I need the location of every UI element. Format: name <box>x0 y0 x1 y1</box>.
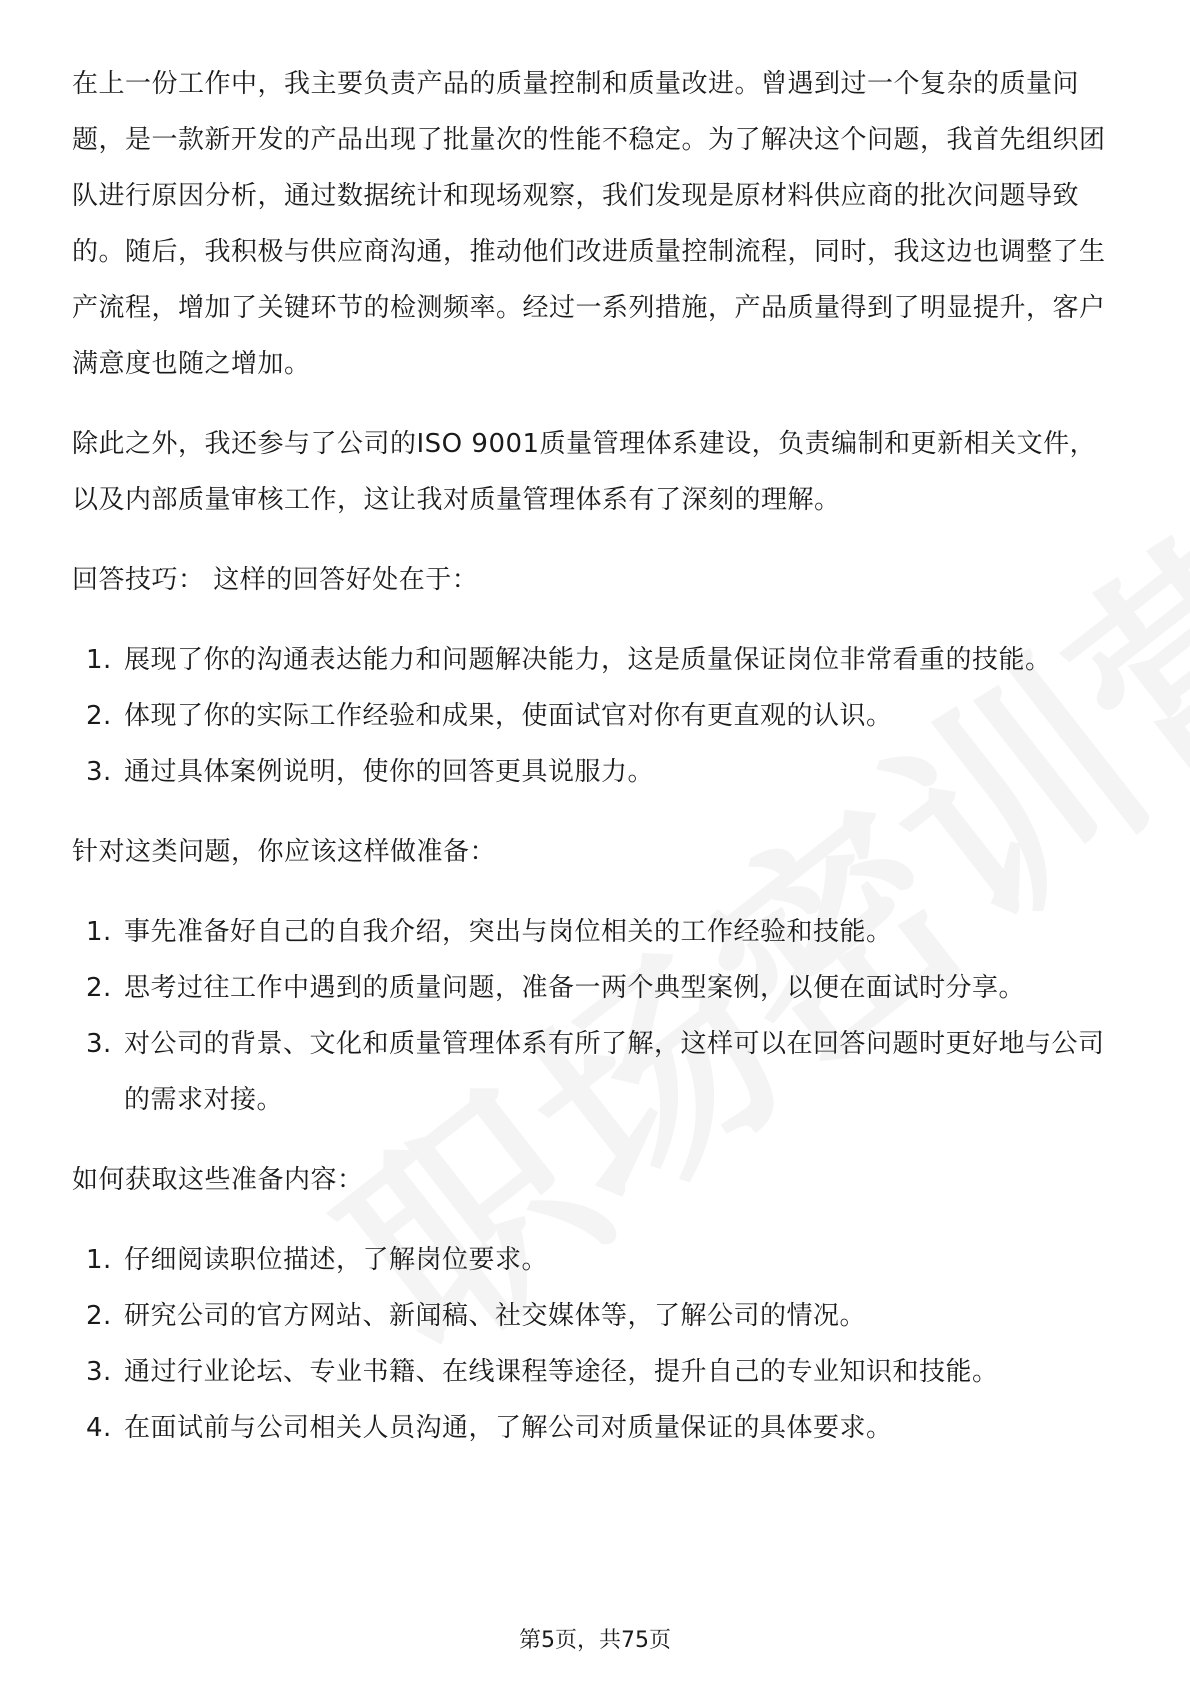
list-number: 3. <box>86 1357 112 1387</box>
list-item-text: 通过具体案例说明，使你的回答更具说服力。 <box>124 757 655 787</box>
list-item <box>72 1400 1122 1456</box>
heading-tips: 回答技巧： 这样的回答好处在于： <box>72 565 479 595</box>
page-content <box>72 56 1122 1480</box>
list-tips <box>72 632 1122 800</box>
list-item <box>72 1288 1122 1344</box>
list-number: 1. <box>86 645 112 675</box>
list-number: 2. <box>86 701 112 731</box>
list-item-text: 展现了你的沟通表达能力和问题解决能力，这是质量保证岗位非常看重的技能。 <box>124 645 1052 675</box>
list-number: 2. <box>86 1301 112 1331</box>
list-item-text: 研究公司的官方网站、新闻稿、社交媒体等，了解公司的情况。 <box>124 1301 867 1331</box>
list-item-text: 体现了你的实际工作经验和成果，使面试官对你有更直观的认识。 <box>124 701 893 731</box>
paragraph-iso: 除此之外，我还参与了公司的ISO 9001质量管理体系建设，负责编制和更新相关文件，以及内部质量审核工作，这让我对质量管理体系有了深刻的理解。 <box>72 429 1097 515</box>
list-number: 1. <box>86 917 112 947</box>
list-item <box>72 1344 1122 1400</box>
list-item <box>72 744 1122 800</box>
list-item <box>72 960 1122 1016</box>
list-item <box>72 904 1122 960</box>
list-prepare <box>72 904 1122 1128</box>
list-item <box>72 1232 1122 1288</box>
list-item <box>72 688 1122 744</box>
heading-prepare: 针对这类问题，你应该这样做准备： <box>72 837 497 867</box>
list-item-text: 思考过往工作中遇到的质量问题，准备一两个典型案例，以便在面试时分享。 <box>124 973 1026 1003</box>
list-obtain <box>72 1232 1122 1456</box>
paragraph-experience: 在上一份工作中，我主要负责产品的质量控制和质量改进。曾遇到过一个复杂的质量问题，是一款新开发的产品出现了批量次的性能不稳定。为了解决这个问题，我首先组织团队进行原因分析，通过数据统计和现场观察，我们发现是原材料供应商的批次问题导致的。随后，我积极与供应商沟通，推动他们改进质量控制流程，同时，我这边也调整了生产流程，增加了关键环节的检测频率。经过一系列措施，产品质量得到了明显提升，客户满意度也随之增加。 <box>72 69 1106 379</box>
list-item-text: 在面试前与公司相关人员沟通，了解公司对质量保证的具体要求。 <box>124 1413 893 1443</box>
list-item-text: 事先准备好自己的自我介绍，突出与岗位相关的工作经验和技能。 <box>124 917 893 947</box>
list-number: 4. <box>86 1413 112 1443</box>
list-item <box>72 1016 1122 1128</box>
list-item-text: 通过行业论坛、专业书籍、在线课程等途径，提升自己的专业知识和技能。 <box>124 1357 999 1387</box>
list-item-text: 仔细阅读职位描述，了解岗位要求。 <box>124 1245 549 1275</box>
list-number: 2. <box>86 973 112 1003</box>
list-number: 3. <box>86 1029 112 1059</box>
list-number: 3. <box>86 757 112 787</box>
heading-obtain: 如何获取这些准备内容： <box>72 1165 364 1195</box>
list-item <box>72 632 1122 688</box>
page-number: 第5页，共75页 <box>519 1628 671 1653</box>
list-item-text: 对公司的背景、文化和质量管理体系有所了解，这样可以在回答问题时更好地与公司的需求对接。 <box>124 1029 1105 1115</box>
list-number: 1. <box>86 1245 112 1275</box>
